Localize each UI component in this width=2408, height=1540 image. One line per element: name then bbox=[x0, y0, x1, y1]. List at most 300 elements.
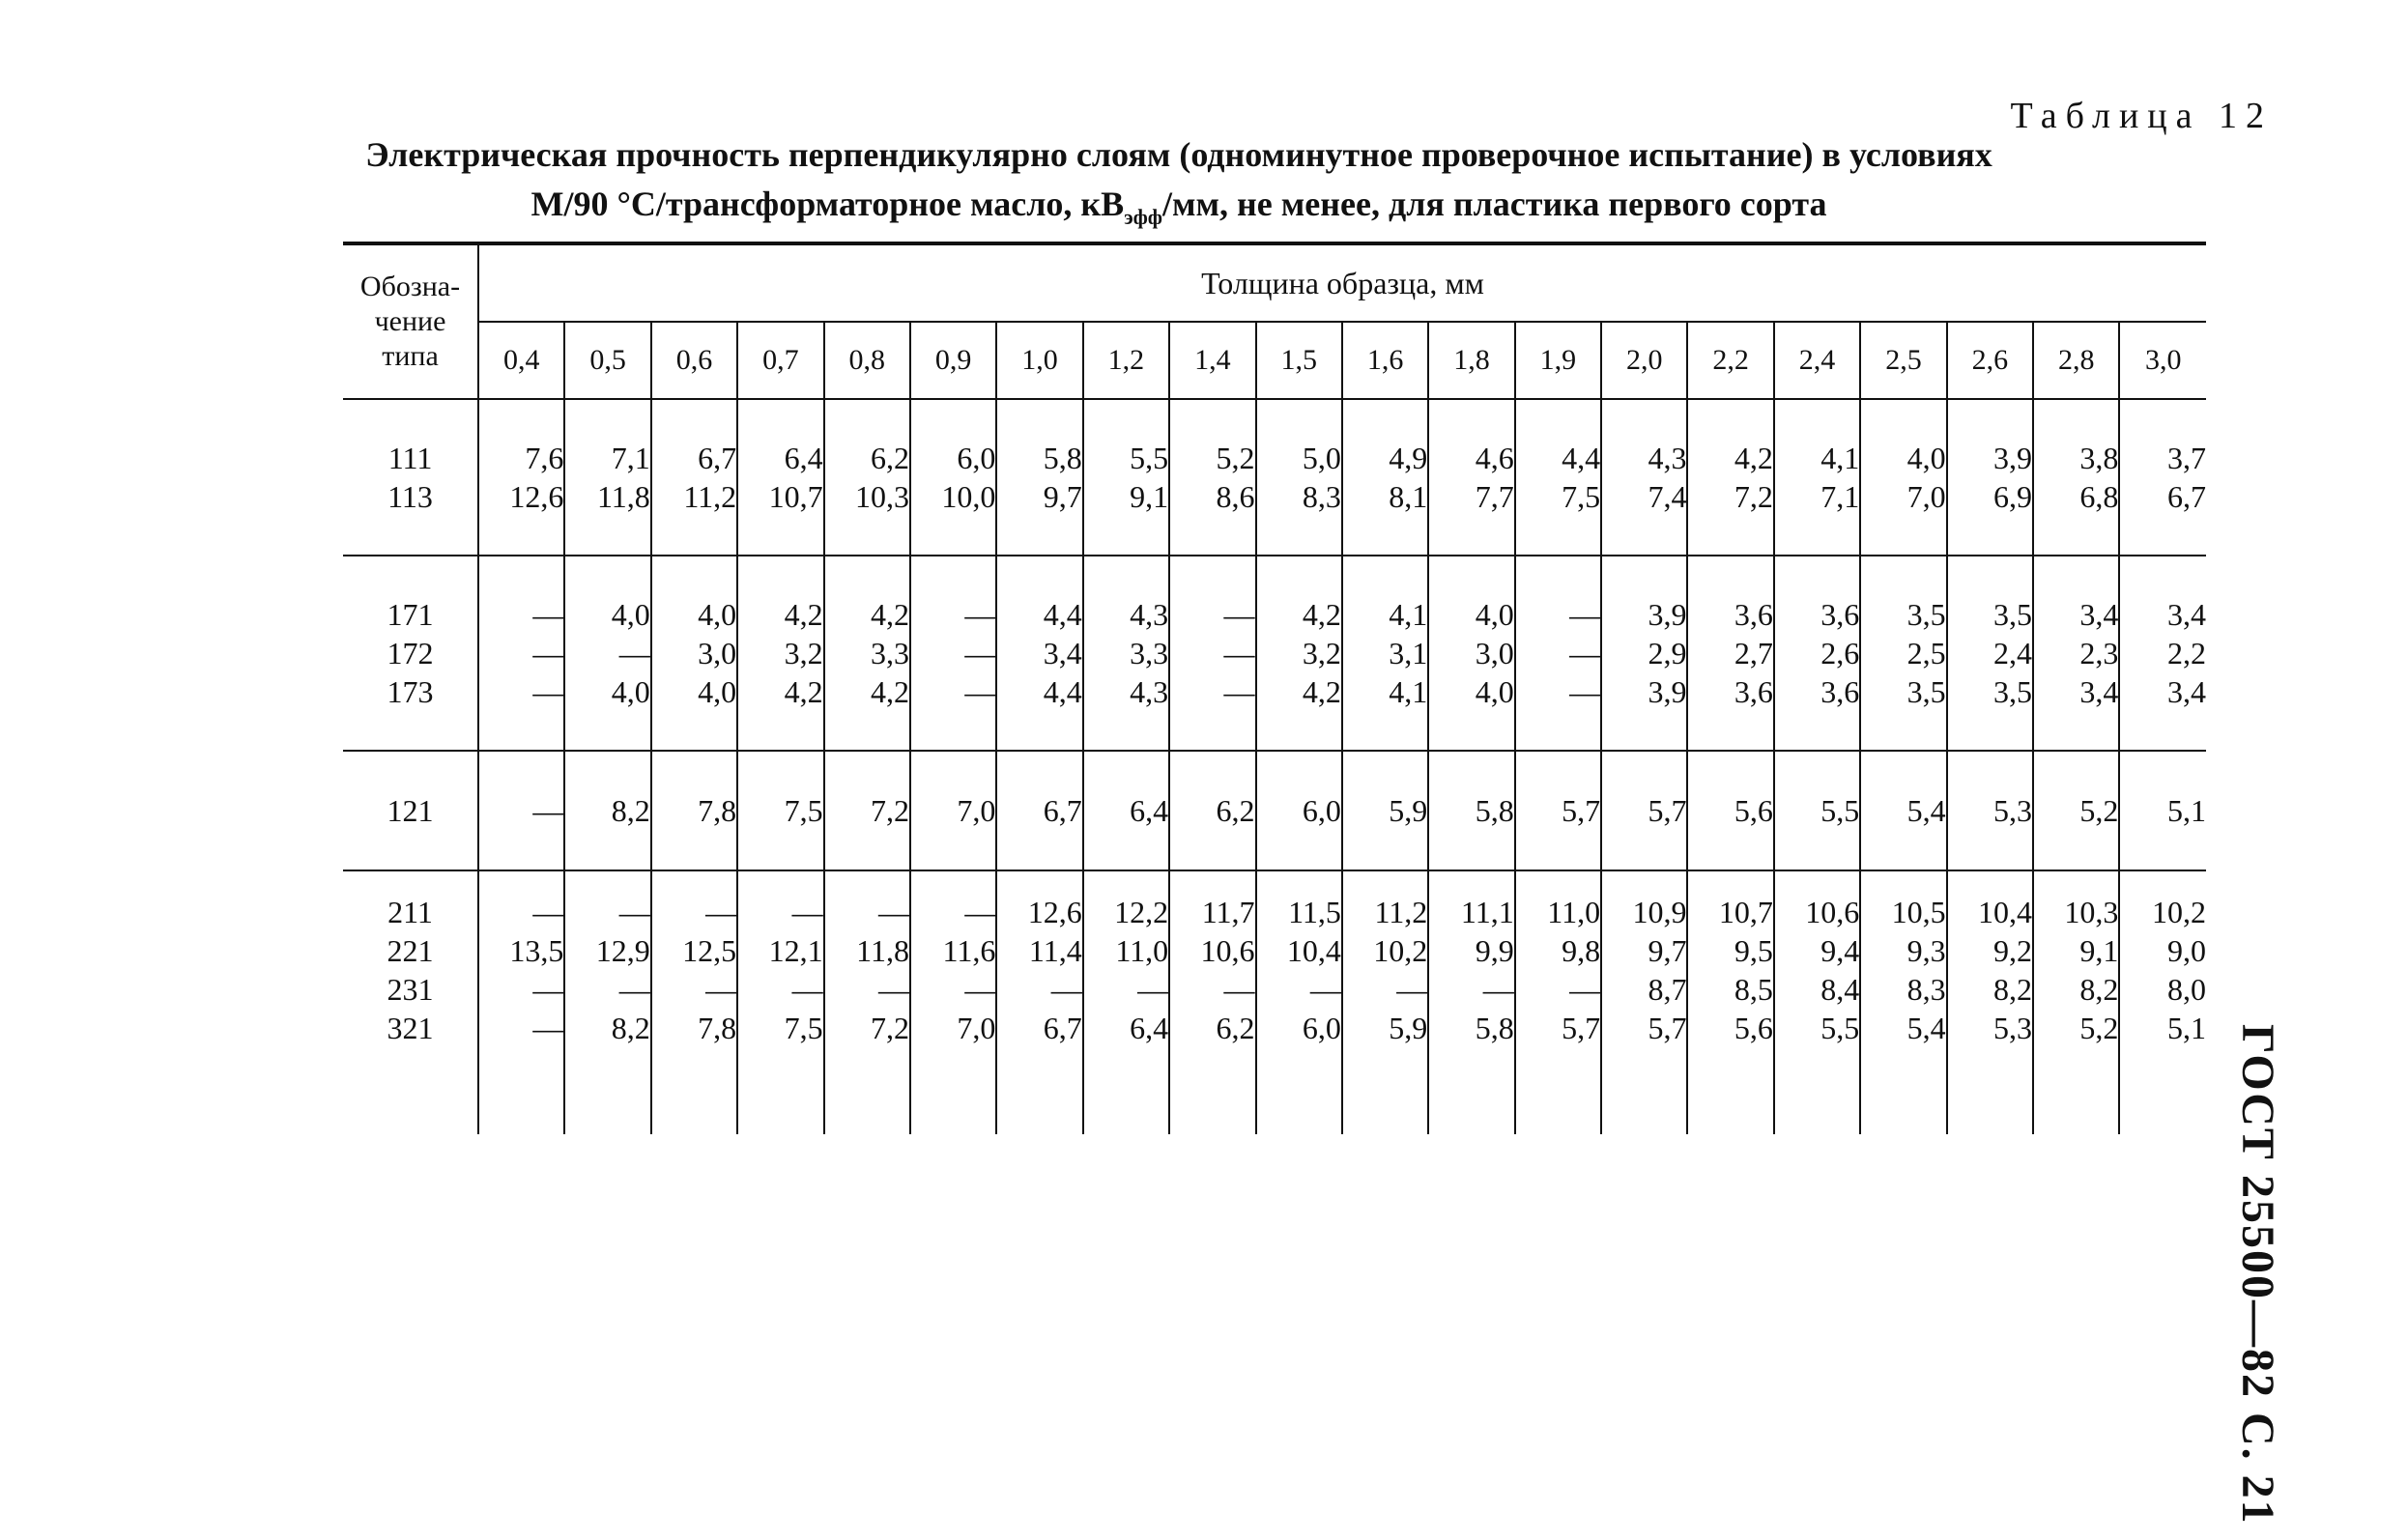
strength-value: 6,7 bbox=[698, 441, 737, 475]
strength-value: 8,2 bbox=[611, 1011, 650, 1045]
strength-value: 7,2 bbox=[870, 793, 909, 828]
strength-value: 4,6 bbox=[1475, 441, 1514, 475]
strength-value-cell bbox=[1860, 751, 1946, 870]
strength-value: 10,3 bbox=[854, 479, 909, 514]
strength-value: 2,6 bbox=[1820, 636, 1860, 670]
table-row-group bbox=[343, 556, 2206, 751]
strength-value: 8,2 bbox=[2079, 972, 2119, 1007]
strength-value-cell bbox=[1169, 399, 1255, 556]
strength-value-cell bbox=[1687, 556, 1773, 751]
table-row-group bbox=[343, 399, 2206, 556]
strength-value: — bbox=[1309, 972, 1341, 1007]
strength-value: 5,5 bbox=[1820, 1011, 1860, 1045]
strength-value: 5,6 bbox=[1734, 793, 1773, 828]
electric-strength-table bbox=[343, 242, 2206, 1134]
type-designation: 111 bbox=[387, 441, 433, 475]
strength-value: 2,3 bbox=[2079, 636, 2119, 670]
strength-value: 3,0 bbox=[698, 636, 737, 670]
strength-value: 2,2 bbox=[2167, 636, 2206, 670]
strength-value: — bbox=[1569, 972, 1601, 1007]
strength-value: 11,1 bbox=[1460, 895, 1514, 929]
strength-value: 9,7 bbox=[1043, 479, 1082, 514]
strength-value: — bbox=[964, 636, 996, 670]
strength-value: 5,0 bbox=[1302, 441, 1341, 475]
strength-value: 3,6 bbox=[1734, 597, 1773, 632]
strength-value: 5,2 bbox=[2079, 793, 2119, 828]
thickness-value: 2,2 bbox=[1687, 322, 1773, 399]
strength-value: — bbox=[791, 972, 823, 1007]
strength-value: 5,1 bbox=[2167, 793, 2206, 828]
strength-value: — bbox=[1569, 597, 1601, 632]
strength-value: 6,2 bbox=[1216, 793, 1255, 828]
strength-value-cell bbox=[1342, 870, 1428, 1134]
type-designation-cell bbox=[343, 399, 478, 556]
strength-value: 2,9 bbox=[1648, 636, 1687, 670]
caption-line-2-end: /мм, не менее, для пластика первого сорта bbox=[1162, 185, 1827, 223]
strength-value: 3,9 bbox=[1648, 674, 1687, 709]
strength-value-cell bbox=[1515, 399, 1601, 556]
strength-value: 11,8 bbox=[856, 933, 909, 968]
strength-value: 12,9 bbox=[595, 933, 650, 968]
strength-value: — bbox=[532, 1011, 564, 1045]
strength-value: 3,4 bbox=[2167, 597, 2206, 632]
strength-value: 11,8 bbox=[596, 479, 650, 514]
strength-value: — bbox=[618, 895, 650, 929]
strength-value: 8,5 bbox=[1734, 972, 1773, 1007]
thickness-value: 2,4 bbox=[1774, 322, 1860, 399]
strength-value: 7,6 bbox=[525, 441, 564, 475]
type-designation: 172 bbox=[387, 636, 434, 670]
strength-value: 10,3 bbox=[2064, 895, 2119, 929]
strength-value: 4,2 bbox=[784, 674, 823, 709]
strength-value: 10,9 bbox=[1632, 895, 1687, 929]
strength-value: 10,5 bbox=[1891, 895, 1946, 929]
strength-value: 11,6 bbox=[942, 933, 996, 968]
strength-value: 6,0 bbox=[1302, 793, 1341, 828]
table-row-group bbox=[343, 870, 2206, 1134]
strength-value: 9,0 bbox=[2167, 933, 2206, 968]
strength-value: 5,2 bbox=[1216, 441, 1255, 475]
strength-value: — bbox=[532, 895, 564, 929]
strength-value: 4,2 bbox=[1302, 674, 1341, 709]
strength-value-cell bbox=[1169, 870, 1255, 1134]
strength-value-cell bbox=[910, 870, 996, 1134]
strength-value: — bbox=[532, 793, 564, 828]
type-header-line: чение bbox=[374, 305, 446, 337]
strength-value-cell bbox=[1860, 556, 1946, 751]
type-column-header bbox=[343, 243, 478, 399]
strength-value: 3,5 bbox=[1906, 597, 1946, 632]
strength-value: 9,2 bbox=[1993, 933, 2033, 968]
strength-value: 2,7 bbox=[1734, 636, 1773, 670]
strength-value: — bbox=[1396, 972, 1428, 1007]
strength-value-cell bbox=[996, 399, 1082, 556]
strength-value: 10,4 bbox=[1286, 933, 1341, 968]
strength-value: 2,5 bbox=[1906, 636, 1946, 670]
strength-value: 9,9 bbox=[1475, 933, 1514, 968]
strength-value: 5,8 bbox=[1043, 441, 1082, 475]
strength-value: 4,4 bbox=[1043, 674, 1082, 709]
strength-value-cell bbox=[2119, 556, 2206, 751]
strength-value: 8,2 bbox=[611, 793, 650, 828]
strength-value-cell bbox=[2119, 751, 2206, 870]
thickness-value: 2,6 bbox=[1947, 322, 2033, 399]
strength-value: — bbox=[1569, 674, 1601, 709]
type-header-line: Обозна- bbox=[359, 271, 461, 302]
strength-value: 6,4 bbox=[1130, 1011, 1169, 1045]
strength-value: 7,8 bbox=[698, 1011, 737, 1045]
strength-value: 7,0 bbox=[957, 1011, 996, 1045]
strength-value: 11,4 bbox=[1028, 933, 1082, 968]
strength-value-cell bbox=[910, 556, 996, 751]
strength-value: 9,7 bbox=[1648, 933, 1687, 968]
strength-value: 4,3 bbox=[1130, 674, 1169, 709]
strength-value: 4,1 bbox=[1820, 441, 1860, 475]
strength-value-cell bbox=[737, 399, 823, 556]
strength-value: 7,2 bbox=[1734, 479, 1773, 514]
strength-value: 11,0 bbox=[1115, 933, 1169, 968]
strength-value: 5,3 bbox=[1993, 793, 2033, 828]
thickness-value: 1,9 bbox=[1515, 322, 1601, 399]
thickness-header: Толщина образца, мм bbox=[478, 243, 2206, 322]
type-designation: 321 bbox=[387, 1011, 434, 1045]
strength-value: 7,1 bbox=[611, 441, 650, 475]
strength-value: 12,5 bbox=[682, 933, 737, 968]
strength-value: 5,5 bbox=[1130, 441, 1169, 475]
strength-value-cell bbox=[1169, 556, 1255, 751]
strength-value: 11,5 bbox=[1288, 895, 1341, 929]
strength-value: 7,7 bbox=[1475, 479, 1514, 514]
strength-value: 4,9 bbox=[1389, 441, 1428, 475]
strength-value-cell bbox=[824, 751, 910, 870]
strength-value-cell bbox=[1083, 399, 1169, 556]
strength-value: 9,1 bbox=[2079, 933, 2119, 968]
strength-value: — bbox=[1223, 972, 1255, 1007]
strength-value: 8,3 bbox=[1302, 479, 1341, 514]
strength-value-cell bbox=[1774, 399, 1860, 556]
strength-value-cell bbox=[478, 399, 564, 556]
strength-value-cell bbox=[2119, 399, 2206, 556]
strength-value: 9,5 bbox=[1734, 933, 1773, 968]
strength-value: — bbox=[1223, 636, 1255, 670]
thickness-value: 0,7 bbox=[737, 322, 823, 399]
strength-value: 10,7 bbox=[768, 479, 823, 514]
strength-value: — bbox=[532, 972, 564, 1007]
thickness-value: 1,4 bbox=[1169, 322, 1255, 399]
type-designation-cell bbox=[343, 556, 478, 751]
strength-value: — bbox=[1482, 972, 1514, 1007]
strength-value-cell bbox=[1860, 870, 1946, 1134]
strength-value: 5,8 bbox=[1475, 1011, 1514, 1045]
strength-value: 10,4 bbox=[1978, 895, 2033, 929]
thickness-value: 2,5 bbox=[1860, 322, 1946, 399]
strength-value-cell bbox=[564, 870, 650, 1134]
strength-value-cell bbox=[2033, 556, 2119, 751]
strength-value: 10,7 bbox=[1718, 895, 1773, 929]
strength-value: 10,2 bbox=[1373, 933, 1428, 968]
strength-value: 11,7 bbox=[1201, 895, 1255, 929]
strength-value-cell bbox=[1428, 751, 1514, 870]
strength-value-cell bbox=[1774, 751, 1860, 870]
strength-value: 11,2 bbox=[683, 479, 737, 514]
strength-value: 7,1 bbox=[1820, 479, 1860, 514]
strength-value: 4,2 bbox=[1734, 441, 1773, 475]
strength-value: 5,4 bbox=[1906, 793, 1946, 828]
strength-value-cell bbox=[1687, 399, 1773, 556]
strength-value-cell bbox=[824, 556, 910, 751]
strength-value: 5,6 bbox=[1734, 1011, 1773, 1045]
strength-value: 9,3 bbox=[1906, 933, 1946, 968]
strength-value-cell bbox=[1947, 399, 2033, 556]
strength-value-cell bbox=[1515, 556, 1601, 751]
strength-value: 8,1 bbox=[1389, 479, 1428, 514]
strength-value-cell bbox=[1947, 556, 2033, 751]
strength-value: 6,8 bbox=[2079, 479, 2119, 514]
strength-value-cell bbox=[1515, 870, 1601, 1134]
strength-value-cell bbox=[1342, 751, 1428, 870]
strength-value: 5,5 bbox=[1820, 793, 1860, 828]
strength-value: 4,4 bbox=[1562, 441, 1601, 475]
strength-value: 8,7 bbox=[1648, 972, 1687, 1007]
strength-value: 6,7 bbox=[2167, 479, 2206, 514]
strength-value-cell bbox=[564, 556, 650, 751]
strength-value: — bbox=[964, 597, 996, 632]
strength-value-cell bbox=[564, 399, 650, 556]
thickness-values-row bbox=[343, 322, 2206, 399]
thickness-value: 0,6 bbox=[651, 322, 737, 399]
strength-value-cell bbox=[910, 399, 996, 556]
strength-value-cell bbox=[1601, 751, 1687, 870]
thickness-value: 2,0 bbox=[1601, 322, 1687, 399]
strength-value-cell bbox=[1601, 556, 1687, 751]
strength-value: — bbox=[705, 895, 737, 929]
strength-value: 7,0 bbox=[1906, 479, 1946, 514]
strength-value-cell bbox=[996, 870, 1082, 1134]
strength-value: 3,5 bbox=[1906, 674, 1946, 709]
strength-value-cell bbox=[564, 751, 650, 870]
strength-value: 7,0 bbox=[957, 793, 996, 828]
strength-value-cell bbox=[1169, 751, 1255, 870]
strength-value: 4,2 bbox=[1302, 597, 1341, 632]
thickness-value: 3,0 bbox=[2119, 322, 2206, 399]
strength-value-cell bbox=[478, 870, 564, 1134]
strength-value: 12,1 bbox=[768, 933, 823, 968]
strength-value: 7,5 bbox=[784, 1011, 823, 1045]
strength-value-cell bbox=[1947, 870, 2033, 1134]
strength-value: 6,0 bbox=[1302, 1011, 1341, 1045]
strength-value: 9,4 bbox=[1820, 933, 1860, 968]
strength-value: 8,2 bbox=[1993, 972, 2033, 1007]
strength-value-cell bbox=[824, 870, 910, 1134]
strength-value-cell bbox=[1428, 556, 1514, 751]
thickness-value: 2,8 bbox=[2033, 322, 2119, 399]
type-designation-cell bbox=[343, 870, 478, 1134]
strength-value: — bbox=[1050, 972, 1082, 1007]
strength-value: 2,4 bbox=[1993, 636, 2033, 670]
strength-value-cell bbox=[1515, 751, 1601, 870]
strength-value: 9,8 bbox=[1562, 933, 1601, 968]
strength-value-cell bbox=[996, 751, 1082, 870]
type-designation: 171 bbox=[387, 597, 434, 632]
strength-value: 9,1 bbox=[1130, 479, 1169, 514]
strength-value: 8,0 bbox=[2167, 972, 2206, 1007]
strength-value: 3,5 bbox=[1993, 674, 2033, 709]
strength-value: 3,4 bbox=[2079, 597, 2119, 632]
strength-value: — bbox=[705, 972, 737, 1007]
strength-value-cell bbox=[1428, 399, 1514, 556]
strength-value-cell bbox=[478, 556, 564, 751]
caption-line-2-start: М/90 °С/трансформаторное масло, кВ bbox=[530, 185, 1125, 223]
strength-value: 7,5 bbox=[1562, 479, 1601, 514]
strength-value: 6,7 bbox=[1043, 1011, 1082, 1045]
strength-value: 5,7 bbox=[1648, 793, 1687, 828]
strength-value: 4,3 bbox=[1130, 597, 1169, 632]
strength-value-cell bbox=[1860, 399, 1946, 556]
thickness-value: 1,2 bbox=[1083, 322, 1169, 399]
strength-value: 4,1 bbox=[1389, 674, 1428, 709]
strength-value: 6,4 bbox=[1130, 793, 1169, 828]
strength-value: 10,6 bbox=[1200, 933, 1255, 968]
strength-value-cell bbox=[737, 870, 823, 1134]
strength-value: 3,1 bbox=[1389, 636, 1428, 670]
strength-value: — bbox=[1569, 636, 1601, 670]
strength-value: 12,6 bbox=[509, 479, 564, 514]
table-number-label: Таблица 12 bbox=[2010, 96, 2273, 136]
strength-value-cell bbox=[996, 556, 1082, 751]
strength-value: 6,2 bbox=[1216, 1011, 1255, 1045]
caption-line-1: Электрическая прочность перпендикулярно слоям (одноминутное проверочное испытание) в условиях bbox=[365, 135, 1992, 174]
thickness-value: 1,6 bbox=[1342, 322, 1428, 399]
strength-value: — bbox=[964, 674, 996, 709]
strength-value: 7,5 bbox=[784, 793, 823, 828]
table-row-group bbox=[343, 751, 2206, 870]
strength-value: 10,6 bbox=[1805, 895, 1860, 929]
strength-value-cell bbox=[1083, 751, 1169, 870]
type-designation: 173 bbox=[387, 674, 434, 709]
strength-value-cell bbox=[1342, 556, 1428, 751]
strength-value-cell bbox=[737, 556, 823, 751]
strength-value-cell bbox=[1256, 399, 1342, 556]
strength-value: 6,7 bbox=[1043, 793, 1082, 828]
strength-value-cell bbox=[651, 556, 737, 751]
strength-value: 5,9 bbox=[1389, 793, 1428, 828]
type-designation: 231 bbox=[387, 972, 434, 1007]
strength-value-cell bbox=[1256, 556, 1342, 751]
strength-value: 4,0 bbox=[611, 597, 650, 632]
type-designation: 211 bbox=[387, 895, 433, 929]
strength-value-cell bbox=[1256, 751, 1342, 870]
strength-value: 6,0 bbox=[957, 441, 996, 475]
strength-value: 4,0 bbox=[611, 674, 650, 709]
strength-value: 11,2 bbox=[1374, 895, 1428, 929]
strength-value: 3,4 bbox=[1043, 636, 1082, 670]
strength-value: 3,3 bbox=[1130, 636, 1169, 670]
strength-value: 10,2 bbox=[2152, 895, 2206, 929]
strength-value: 3,9 bbox=[1993, 441, 2033, 475]
table-body bbox=[343, 399, 2206, 1134]
strength-value: — bbox=[1223, 597, 1255, 632]
strength-value: 4,3 bbox=[1648, 441, 1687, 475]
strength-value: 4,0 bbox=[1475, 597, 1514, 632]
strength-value: 7,8 bbox=[698, 793, 737, 828]
strength-value: 4,4 bbox=[1043, 597, 1082, 632]
strength-value: — bbox=[532, 597, 564, 632]
strength-value: — bbox=[618, 636, 650, 670]
strength-value-cell bbox=[1601, 399, 1687, 556]
strength-value: 3,9 bbox=[1648, 597, 1687, 632]
thickness-value: 0,4 bbox=[478, 322, 564, 399]
strength-value: 6,2 bbox=[870, 441, 909, 475]
strength-value-cell bbox=[1947, 751, 2033, 870]
strength-value: 5,3 bbox=[1993, 1011, 2033, 1045]
strength-value: 5,7 bbox=[1562, 1011, 1601, 1045]
strength-value: 3,6 bbox=[1820, 674, 1860, 709]
strength-value: 3,6 bbox=[1820, 597, 1860, 632]
strength-value: — bbox=[532, 636, 564, 670]
strength-value-cell bbox=[478, 751, 564, 870]
thickness-value: 0,8 bbox=[824, 322, 910, 399]
strength-value-cell bbox=[737, 751, 823, 870]
strength-value: — bbox=[964, 895, 996, 929]
strength-value: 4,0 bbox=[1906, 441, 1946, 475]
type-designation-cell bbox=[343, 751, 478, 870]
strength-value-cell bbox=[2033, 751, 2119, 870]
strength-value-cell bbox=[651, 870, 737, 1134]
strength-value: 3,4 bbox=[2167, 674, 2206, 709]
strength-value: 8,6 bbox=[1216, 479, 1255, 514]
strength-value: 3,2 bbox=[784, 636, 823, 670]
strength-value: 5,4 bbox=[1906, 1011, 1946, 1045]
strength-value: 3,6 bbox=[1734, 674, 1773, 709]
strength-value-cell bbox=[1342, 399, 1428, 556]
strength-value: 13,5 bbox=[509, 933, 564, 968]
strength-value: 12,6 bbox=[1027, 895, 1082, 929]
strength-value-cell bbox=[2033, 399, 2119, 556]
type-designation: 113 bbox=[387, 479, 433, 514]
strength-value: 7,2 bbox=[870, 1011, 909, 1045]
strength-value-cell bbox=[1428, 870, 1514, 1134]
strength-value-cell bbox=[1083, 556, 1169, 751]
strength-value-cell bbox=[2119, 870, 2206, 1134]
strength-value: — bbox=[877, 972, 909, 1007]
strength-value: 3,2 bbox=[1302, 636, 1341, 670]
type-designation: 221 bbox=[387, 933, 434, 968]
strength-value: — bbox=[532, 674, 564, 709]
strength-value: 6,4 bbox=[784, 441, 823, 475]
thickness-value: 1,0 bbox=[996, 322, 1082, 399]
strength-value: 5,2 bbox=[2079, 1011, 2119, 1045]
strength-value: 8,4 bbox=[1820, 972, 1860, 1007]
strength-value: — bbox=[618, 972, 650, 1007]
strength-value: 11,0 bbox=[1547, 895, 1601, 929]
strength-value-cell bbox=[910, 751, 996, 870]
strength-value-cell bbox=[1687, 870, 1773, 1134]
strength-value: 3,7 bbox=[2167, 441, 2206, 475]
strength-value: — bbox=[964, 972, 996, 1007]
strength-value: 3,3 bbox=[870, 636, 909, 670]
thickness-value: 0,9 bbox=[910, 322, 996, 399]
strength-value: 3,5 bbox=[1993, 597, 2033, 632]
strength-value: 4,0 bbox=[698, 674, 737, 709]
strength-value: 4,0 bbox=[1475, 674, 1514, 709]
caption-subscript: эфф bbox=[1124, 205, 1163, 229]
strength-value-cell bbox=[1687, 751, 1773, 870]
standard-page-stamp: ГОСТ 25500—82 С. 21 bbox=[2232, 1024, 2283, 1526]
thickness-value: 1,8 bbox=[1428, 322, 1514, 399]
strength-value: 3,0 bbox=[1475, 636, 1514, 670]
strength-value: 6,9 bbox=[1993, 479, 2033, 514]
strength-value-cell bbox=[651, 399, 737, 556]
